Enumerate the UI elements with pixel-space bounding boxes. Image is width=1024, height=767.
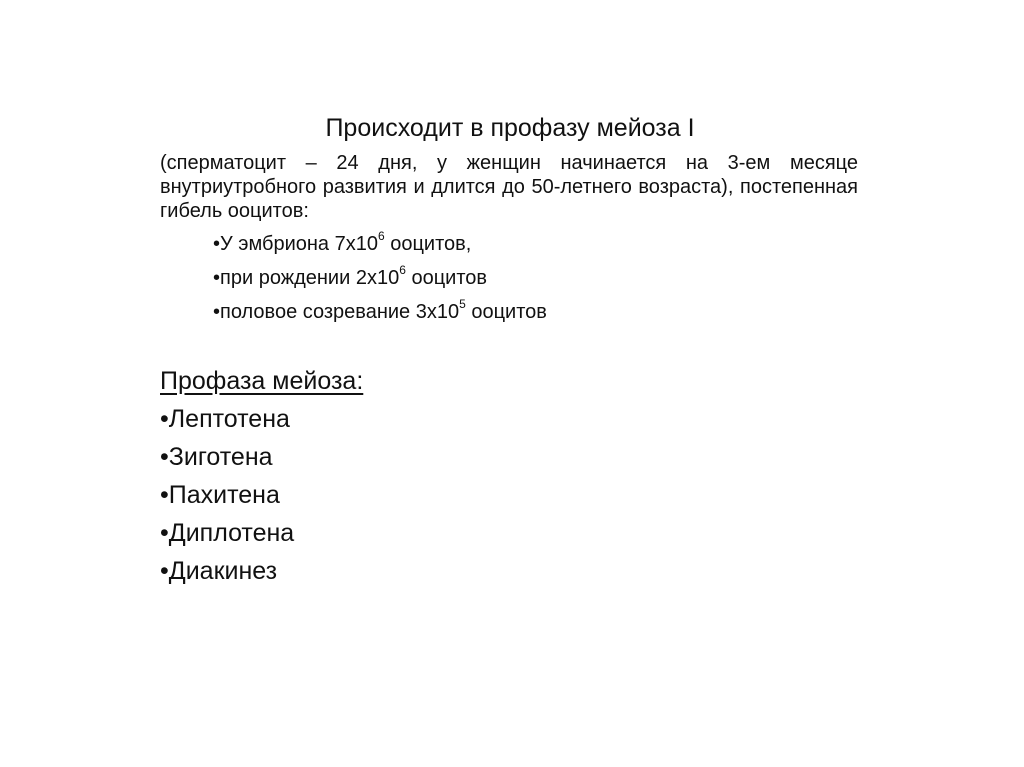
count-suffix: ооцитов,: [384, 233, 472, 255]
slide-title: Происходит в профазу мейоза I: [325, 114, 695, 142]
bullet: •: [213, 233, 221, 255]
count-exponent: 5: [459, 297, 466, 312]
phases-heading: Профаза мейоза:: [160, 367, 364, 395]
phase-label: Зиготена: [168, 443, 273, 471]
count-exponent: 6: [399, 263, 406, 278]
bullet: •: [213, 301, 221, 323]
bullet: •: [160, 519, 169, 547]
bullet: •: [160, 557, 169, 585]
count-suffix: ооцитов: [405, 267, 488, 289]
list-item: [160, 402, 294, 440]
count-exponent: 6: [377, 229, 385, 244]
list-item: [160, 478, 294, 516]
list-item: [213, 298, 547, 332]
intro-paragraph: (сперматоцит – 24 дня, у женщин начинается на 3-ем месяце внутриутробного развития и длится до 50-летнего возраста), постепенная гибель ооцитов:: [160, 152, 858, 222]
phase-list: [160, 402, 294, 592]
bullet: •: [160, 481, 169, 509]
count-suffix: ооцитов: [465, 301, 547, 323]
bullet: •: [160, 443, 169, 471]
list-item: [160, 440, 294, 478]
bullet: •: [213, 267, 221, 289]
oocyte-count-list: [213, 230, 547, 332]
list-item: [160, 516, 294, 554]
count-prefix: при рождении 2х10: [220, 267, 400, 289]
phase-label: Диакинез: [168, 557, 278, 585]
phase-label: Пахитена: [168, 481, 280, 509]
bullet: •: [160, 405, 169, 433]
list-item: [160, 554, 294, 592]
phase-label: Лептотена: [168, 405, 290, 433]
list-item: [213, 230, 547, 264]
count-prefix: половое созревание 3х10: [220, 301, 460, 323]
count-prefix: У эмбриона 7х10: [220, 233, 378, 255]
phase-label: Диплотена: [168, 519, 295, 547]
list-item: [213, 264, 547, 298]
